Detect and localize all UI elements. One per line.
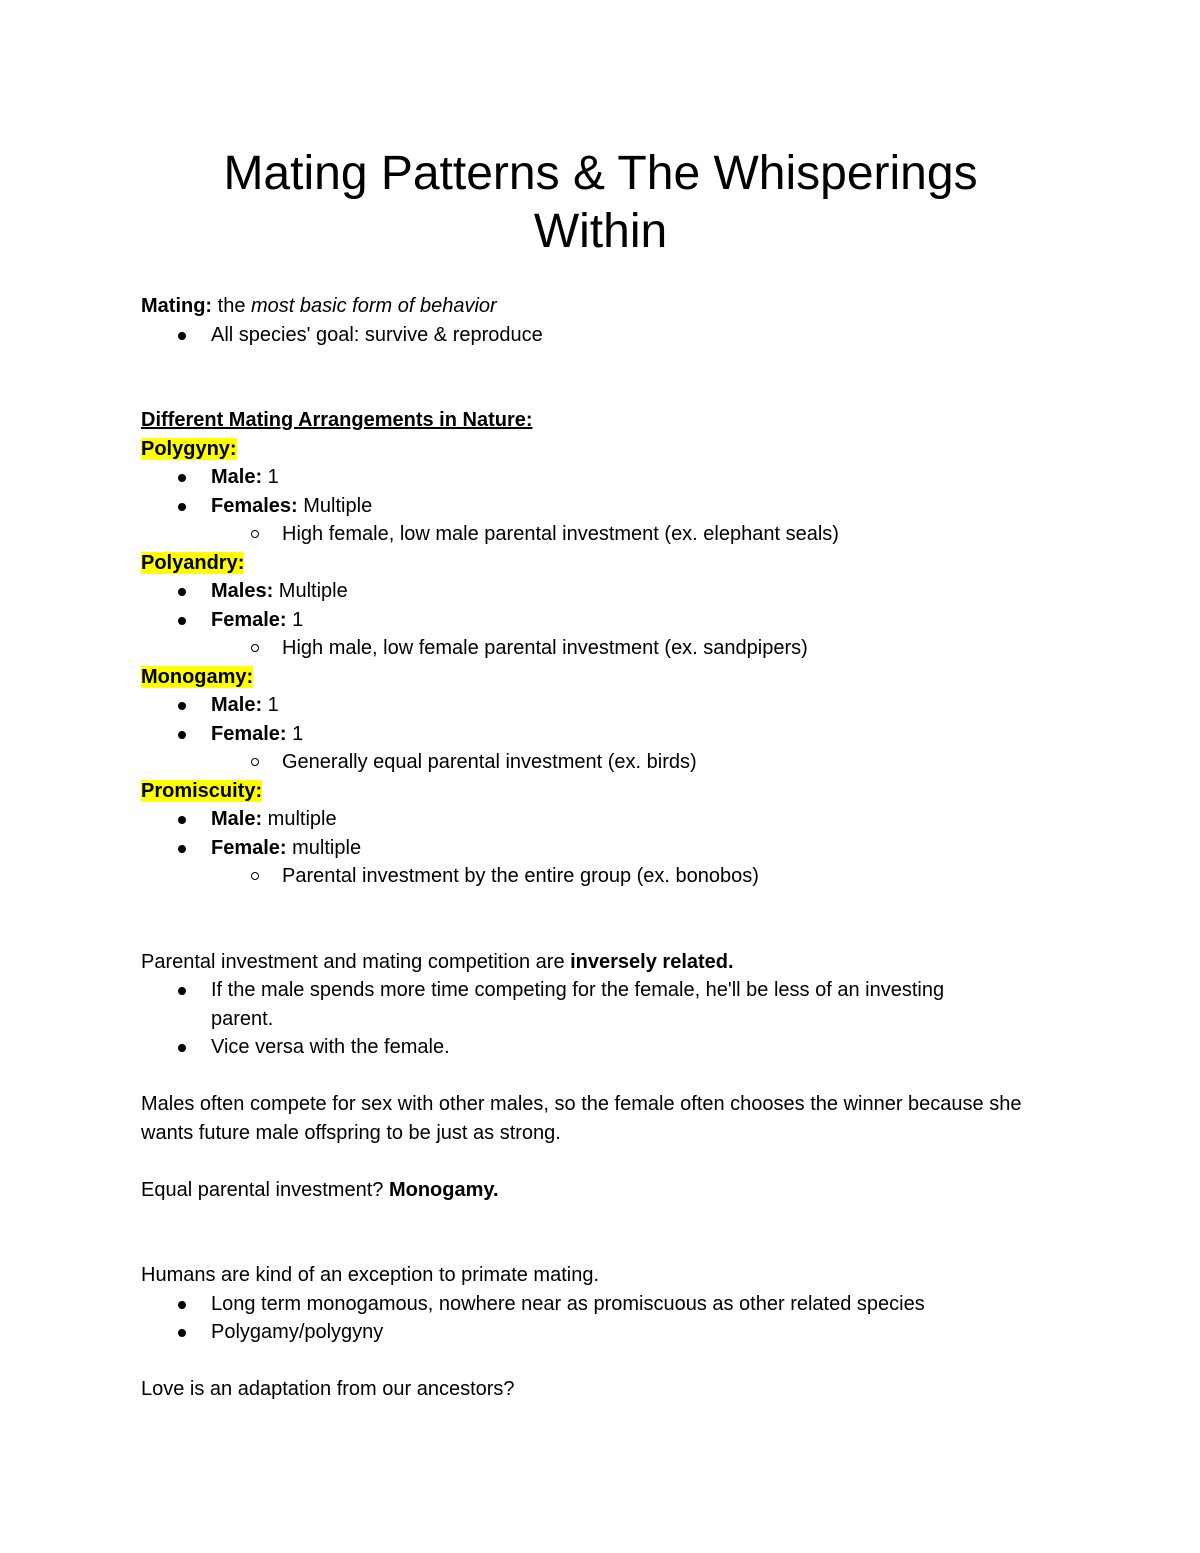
arrangement-name [141, 663, 1060, 692]
list-item [141, 606, 1060, 635]
list-item [141, 577, 1060, 606]
list-item [141, 862, 1060, 891]
bullet-icon [178, 845, 186, 853]
list-item [141, 634, 1060, 663]
bullet-icon [178, 1301, 186, 1309]
highlighted-term: Monogamy: [141, 665, 254, 688]
bullet-icon [178, 588, 186, 596]
note-text: High male, low female parental investment (ex. sandpipers) [282, 637, 808, 659]
item-label: Males: [211, 580, 274, 602]
bullet-icon [178, 1044, 186, 1052]
mating-text: the [212, 295, 252, 317]
equal-investment-paragraph [141, 1176, 1060, 1205]
arrangement-polyandry [141, 549, 1060, 663]
males-compete-paragraph: Males often compete for sex with other males, so the female often chooses the winner because she wants future male offspring to be just as strong. [141, 1093, 1022, 1144]
arrangement-items [141, 805, 1060, 862]
investment-statement [141, 948, 1060, 977]
arrangement-name [141, 435, 1060, 464]
spacer [141, 1347, 1060, 1376]
arrangement-items [141, 577, 1060, 634]
item-label: Male: [211, 466, 263, 488]
arrangement-notes [141, 634, 1060, 663]
arrangement-monogamy [141, 663, 1060, 777]
arrangement-items [141, 691, 1060, 748]
equal-bold: Monogamy. [388, 1178, 499, 1201]
list-item [141, 520, 1060, 549]
spacer [141, 1204, 1060, 1261]
arrangement-polygyny [141, 435, 1060, 549]
list-item [141, 691, 1060, 720]
investment-bullets [141, 976, 1060, 1062]
list-item [141, 976, 1000, 1033]
note-text: High female, low male parental investment (ex. elephant seals) [282, 523, 839, 545]
arrangement-notes [141, 862, 1060, 891]
list-item-text: All species' goal: survive & reproduce [211, 323, 543, 346]
bullet-icon [178, 731, 186, 739]
spacer [141, 1062, 1060, 1091]
bullet-icon [178, 1329, 186, 1337]
item-value: Multiple [297, 494, 373, 517]
equal-text: Equal parental investment? [141, 1178, 389, 1201]
arrangements-heading-text: Different Mating Arrangements in Nature: [141, 409, 533, 431]
item-value: multiple [262, 808, 337, 830]
list-item [141, 1290, 1060, 1319]
mating-definition [141, 292, 1060, 321]
list-item-text: Polygamy/polygyny [211, 1321, 384, 1343]
hollow-bullet-icon [251, 644, 259, 652]
list-item [141, 720, 1060, 749]
highlighted-term: Polyandry: [141, 551, 245, 574]
item-value: 1 [286, 608, 304, 631]
hollow-bullet-icon [251, 872, 259, 880]
list-item [141, 463, 1060, 492]
item-value: Multiple [273, 580, 348, 602]
list-item [141, 834, 1060, 863]
investment-text: Parental investment and mating competition are [141, 950, 571, 973]
item-value: 1 [262, 466, 279, 488]
investment-bold: inversely related. [570, 950, 734, 973]
humans-bullets [141, 1290, 1060, 1347]
arrangement-notes [141, 520, 1060, 549]
spacer [141, 1147, 1060, 1176]
arrangement-name [141, 549, 1060, 578]
hollow-bullet-icon [251, 758, 259, 766]
note-text: Generally equal parental investment (ex. birds) [282, 751, 697, 773]
bullet-icon [178, 503, 186, 511]
item-label: Female: [211, 722, 287, 745]
arrangement-promiscuity [141, 777, 1060, 891]
list-item-text: Vice versa with the female. [211, 1036, 450, 1058]
document-body [141, 292, 1060, 1404]
document-title [141, 0, 1060, 261]
arrangement-name [141, 777, 1060, 806]
item-label: Male: [211, 694, 263, 716]
list-item [141, 492, 1060, 521]
arrangement-items [141, 463, 1060, 520]
bullet-icon [178, 474, 186, 482]
item-label: Female: [211, 836, 287, 859]
bullet-icon [178, 332, 186, 340]
item-value: multiple [286, 836, 362, 859]
mating-italic-text: most basic form of behavior [251, 295, 497, 317]
bullet-icon [178, 617, 186, 625]
item-label: Male: [211, 808, 263, 830]
list-item [141, 1318, 1060, 1347]
list-item [141, 321, 1060, 350]
item-label: Females: [211, 494, 298, 517]
humans-paragraph: Humans are kind of an exception to primate mating. [141, 1264, 600, 1286]
highlighted-term: Promiscuity: [141, 779, 263, 802]
bullet-icon [178, 816, 186, 824]
title-line-1: Mating Patterns & The Whisperings [223, 147, 978, 200]
spacer [141, 349, 1060, 406]
title-line-2: Within [533, 205, 668, 258]
mating-bullets [141, 321, 1060, 350]
item-value: 1 [286, 722, 304, 745]
spacer [141, 891, 1060, 948]
list-item [141, 748, 1060, 777]
item-value: 1 [262, 694, 279, 716]
list-item-text: Long term monogamous, nowhere near as promiscuous as other related species [211, 1292, 925, 1315]
bullet-icon [178, 702, 186, 710]
list-item-text: If the male spends more time competing for the female, he'll be less of an investing parent. [211, 979, 945, 1030]
note-text: Parental investment by the entire group (ex. bonobos) [282, 865, 759, 887]
list-item [141, 805, 1060, 834]
list-item [141, 1033, 1000, 1062]
hollow-bullet-icon [251, 530, 259, 538]
highlighted-term: Polygyny: [141, 437, 237, 460]
bullet-icon [178, 987, 186, 995]
arrangements-heading [141, 406, 1060, 435]
item-label: Female: [211, 608, 287, 631]
mating-label: Mating: [141, 295, 213, 317]
love-paragraph: Love is an adaptation from our ancestors? [141, 1378, 515, 1400]
arrangement-notes [141, 748, 1060, 777]
